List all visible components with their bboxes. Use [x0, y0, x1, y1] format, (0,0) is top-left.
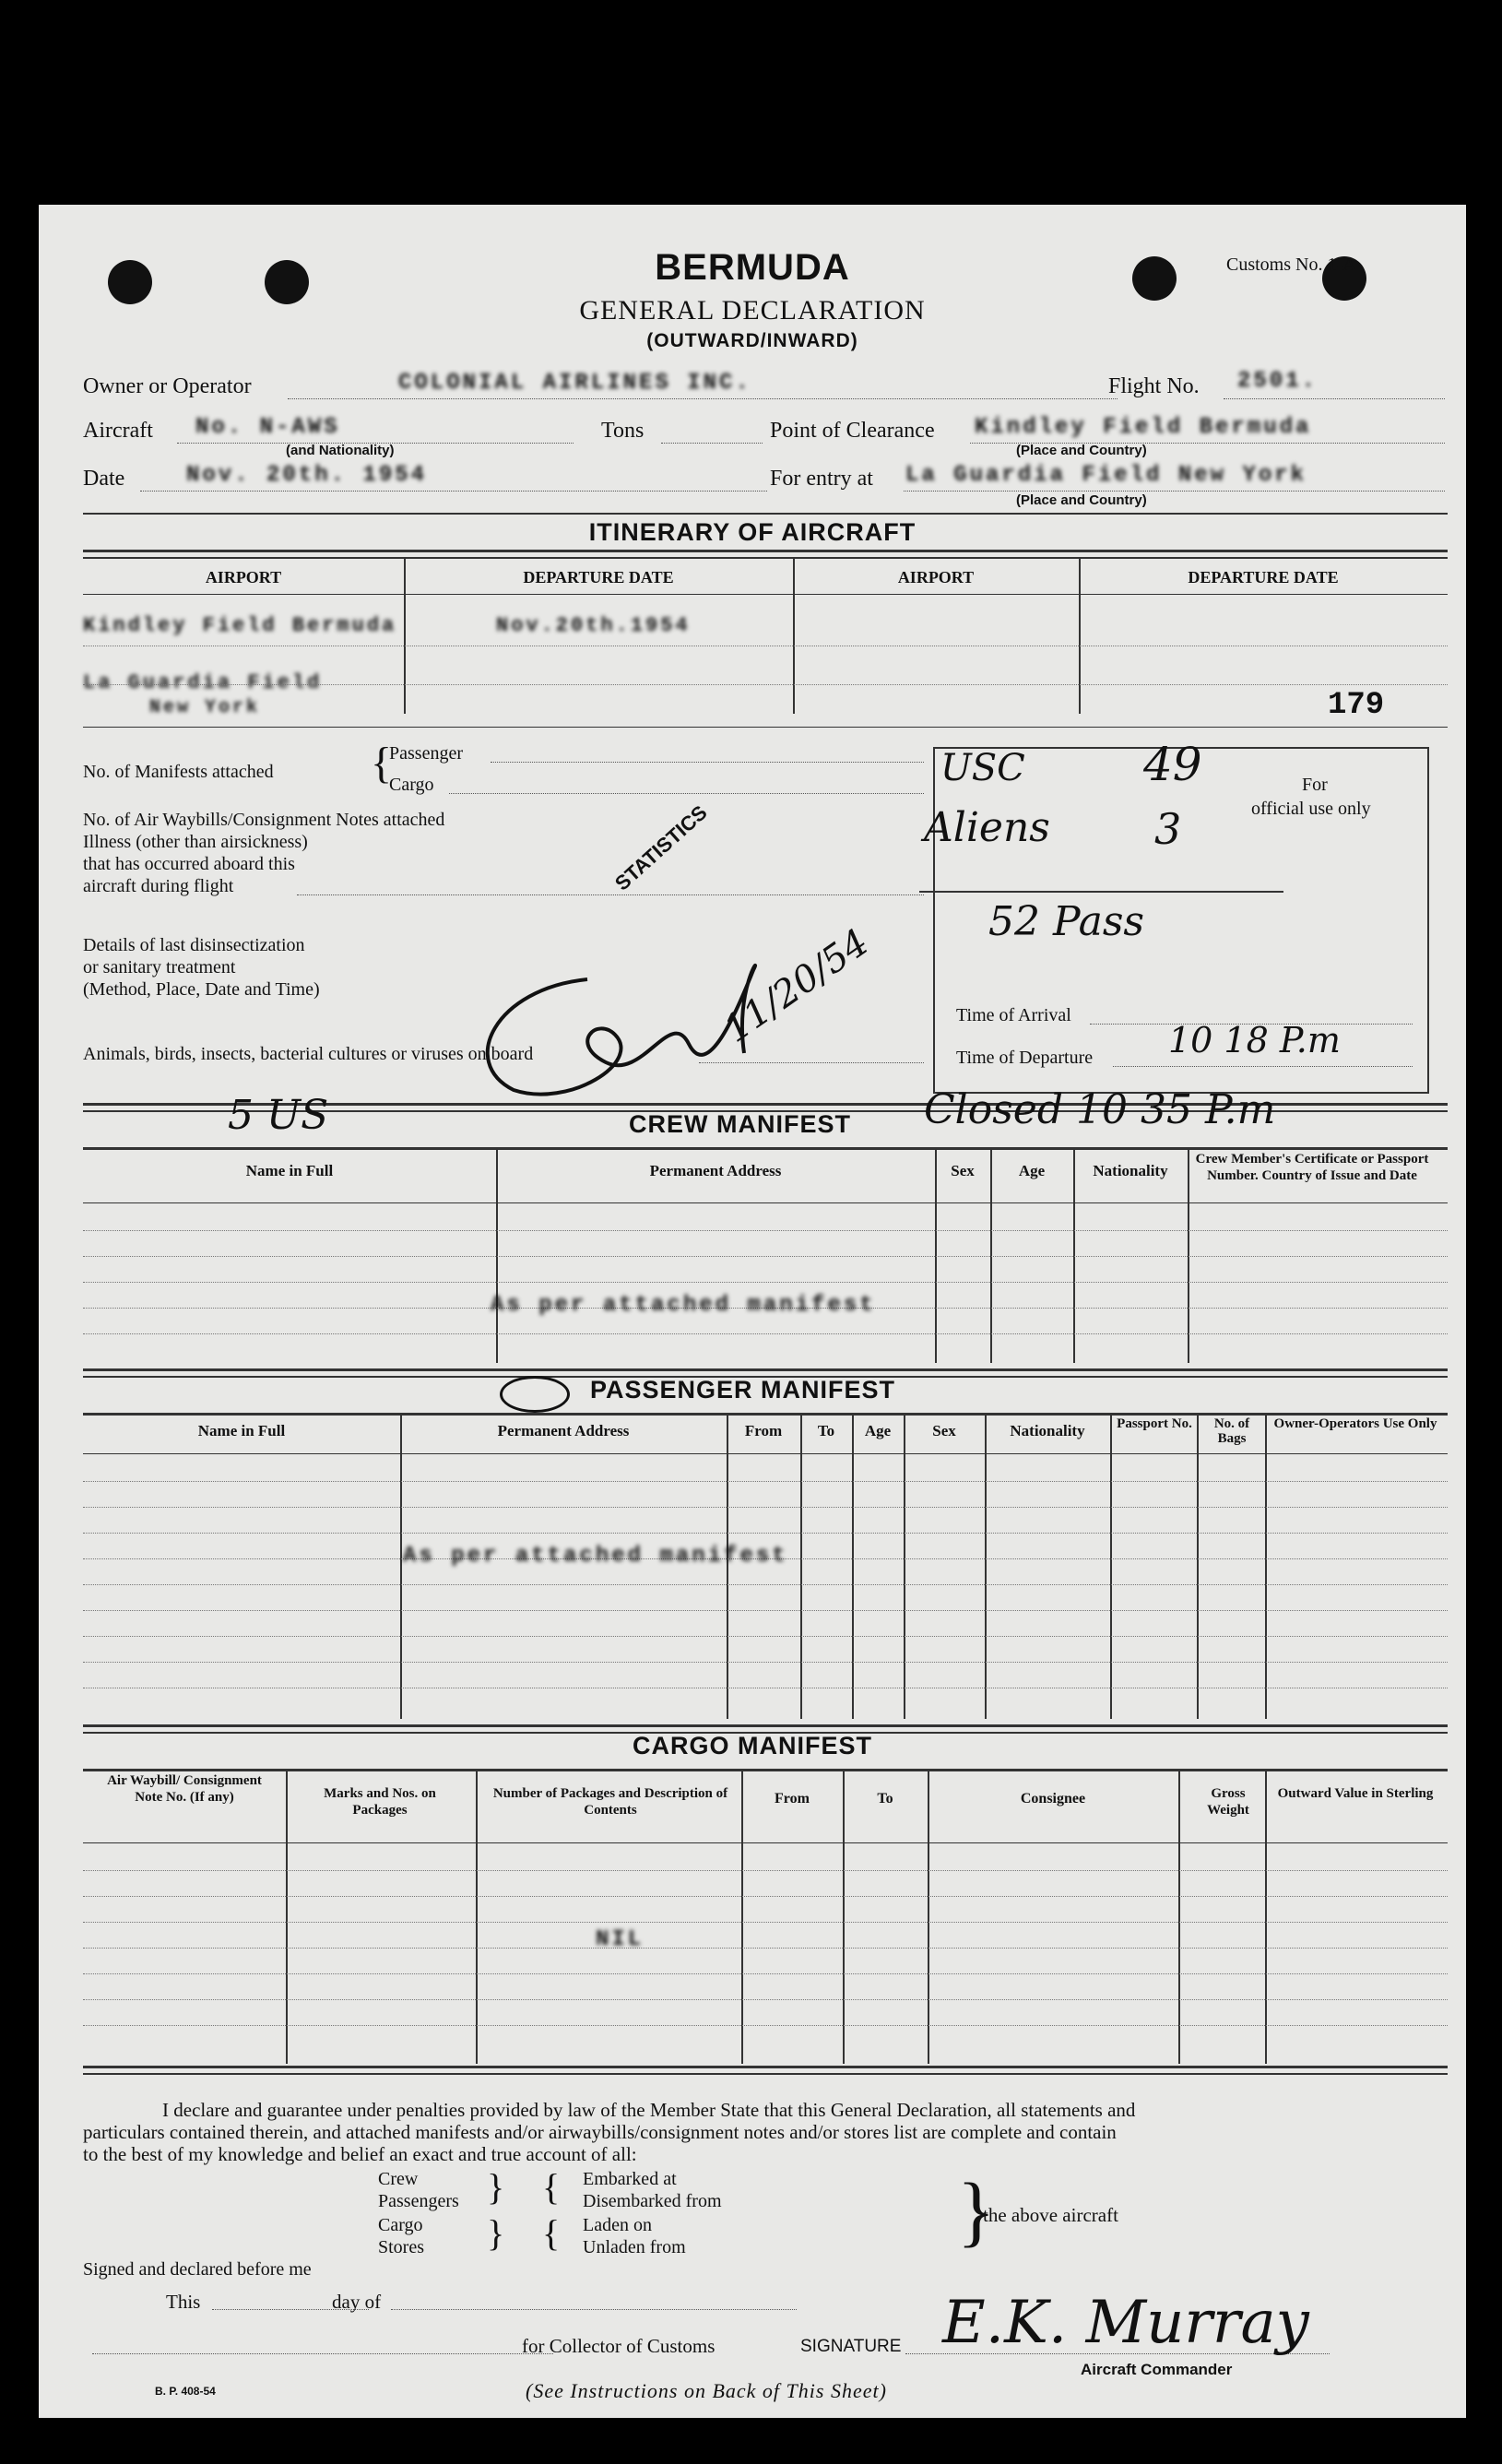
passenger-manifest-title: PASSENGER MANIFEST — [590, 1376, 896, 1404]
entry-label: For entry at — [770, 467, 873, 491]
cargo-col-to: To — [877, 1791, 893, 1807]
official-for-label: For — [1302, 775, 1328, 795]
stamp-number: 179 — [1328, 688, 1385, 723]
passenger-col-bags: No. of Bags — [1213, 1416, 1250, 1446]
form-title: BERMUDA — [655, 247, 850, 288]
disinsect-line-2: or sanitary treatment — [83, 957, 236, 977]
departure-label: Time of Departure — [956, 1048, 1094, 1068]
passenger-col-sex: Sex — [932, 1422, 956, 1439]
signed-declared: Signed and declared before me — [83, 2259, 312, 2280]
decl-disembarked: Disembarked from — [583, 2191, 722, 2211]
instructions-note: (See Instructions on Back of This Sheet) — [526, 2379, 887, 2402]
aliens-label: Aliens — [924, 804, 1050, 851]
cargo-col-from: From — [775, 1791, 810, 1807]
passenger-col-name: Name in Full — [197, 1422, 286, 1439]
signature-label: SIGNATURE — [800, 2337, 902, 2356]
manifests-passenger-label: Passenger — [389, 743, 463, 764]
crew-col-nationality: Nationality — [1093, 1162, 1168, 1179]
crew-col-certificate: Crew Member's Certificate or Passport Number. Country of Issue and Date — [1195, 1152, 1429, 1183]
date-label: Date — [83, 467, 125, 491]
decl-stores: Stores — [378, 2237, 424, 2257]
itinerary-col-date-1: DEPARTURE DATE — [523, 568, 674, 586]
itinerary-row1-airport: Kindley Field Bermuda — [83, 614, 397, 637]
decl-above-aircraft: the above aircraft — [983, 2204, 1118, 2226]
itinerary-row2-airport-city: New York — [149, 697, 261, 718]
crew-col-age: Age — [1018, 1162, 1046, 1179]
owner-value: COLONIAL AIRLINES INC. — [398, 371, 751, 396]
clearance-place-note: (Place and Country) — [1016, 443, 1147, 458]
decl-crew: Crew — [378, 2169, 419, 2189]
commander-signature: E.K. Murray — [942, 2289, 1309, 2357]
passenger-col-age: Age — [864, 1422, 892, 1439]
itinerary-row2-airport: La Guardia Field — [83, 671, 323, 694]
aircraft-value: No. N-AWS — [195, 415, 340, 440]
usc-count: 49 — [1143, 738, 1202, 791]
decl-unladen: Unladen from — [583, 2237, 686, 2257]
crew-note: As per attached manifest — [491, 1293, 876, 1318]
passenger-col-to: To — [817, 1422, 835, 1439]
flight-value: 2501. — [1237, 369, 1319, 394]
crew-col-name: Name in Full — [245, 1162, 334, 1179]
cargo-col-marks: Marks and Nos. on Packages — [324, 1786, 436, 1818]
form-subtitle-direction: (OUTWARD/INWARD) — [646, 330, 858, 351]
closed-time-hand: Closed 10 35 P.m — [924, 1086, 1276, 1133]
disinsect-line-1: Details of last disinsectization — [83, 935, 305, 955]
passenger-col-passport: Passport No. — [1117, 1416, 1192, 1431]
declaration-line-1: I declare and guarantee under penalties provided by law of the Member State that this General Declaration, all statements and — [162, 2099, 1136, 2121]
disinsect-line-3: (Method, Place, Date and Time) — [83, 979, 320, 1000]
aircraft-commander-label: Aircraft Commander — [1081, 2361, 1233, 2378]
aircraft-nationality-note: (and Nationality) — [286, 443, 395, 458]
day-of-label: day of — [332, 2291, 382, 2313]
statistics-stamp: STATISTICS — [610, 800, 712, 895]
cargo-col-value: Outward Value in Sterling — [1277, 1786, 1434, 1801]
departure-time: 10 18 P.m — [1168, 1020, 1341, 1060]
waybills-label: No. of Air Waybills/Consignment Notes attached — [83, 810, 445, 830]
flight-label: Flight No. — [1108, 374, 1200, 398]
clearance-label: Point of Clearance — [770, 419, 935, 443]
aircraft-label: Aircraft — [83, 419, 153, 443]
collector-label: for Collector of Customs — [522, 2335, 716, 2357]
initials-scribble — [458, 933, 975, 1108]
itinerary-col-date-2: DEPARTURE DATE — [1188, 568, 1339, 586]
decl-cargo: Cargo — [378, 2215, 423, 2235]
decl-embarked: Embarked at — [583, 2169, 677, 2189]
passenger-col-from: From — [744, 1422, 783, 1439]
tons-label: Tons — [601, 419, 645, 443]
handwritten-date: 11/20/54 — [716, 920, 877, 1051]
decl-laden: Laden on — [583, 2215, 652, 2235]
owner-label: Owner or Operator — [83, 374, 252, 398]
passenger-count-circle — [500, 1376, 570, 1413]
this-label: This — [166, 2291, 201, 2313]
clearance-value: Kindley Field Bermuda — [975, 415, 1312, 440]
aliens-count: 3 — [1154, 804, 1182, 854]
crew-manifest-title: CREW MANIFEST — [629, 1110, 851, 1138]
form-number: Customs No. 1-A — [1226, 255, 1356, 275]
itinerary-title: ITINERARY OF AIRCRAFT — [588, 518, 917, 546]
illness-line-2: that has occurred aboard this — [83, 854, 295, 874]
cargo-col-weight: Gross Weight — [1207, 1786, 1249, 1818]
crew-col-sex: Sex — [951, 1162, 975, 1179]
entry-value: La Guardia Field New York — [905, 463, 1307, 488]
cargo-col-consignee: Consignee — [1020, 1791, 1086, 1807]
entry-place-note: (Place and Country) — [1016, 492, 1147, 508]
passenger-col-owner-use: Owner-Operators Use Only — [1273, 1416, 1437, 1431]
cargo-col-waybill: Air Waybill/ Consignment Note No. (If any) — [107, 1773, 262, 1805]
itinerary-col-airport-1: AIRPORT — [205, 568, 282, 586]
date-value: Nov. 20th. 1954 — [186, 463, 428, 488]
declaration-line-2: particulars contained therein, and attached manifests and/or airwaybills/consignment notes and/or stores list are complete and contain — [83, 2121, 1117, 2143]
form-code: B. P. 408-54 — [155, 2385, 216, 2398]
crew-count-hand: 5 US — [228, 1092, 329, 1139]
declaration-form: BERMUDA GENERAL DECLARATION (OUTWARD/INWARD) Customs No. 1-A Owner or Operator COLONIAL AIRLINES INC. Flight No. 2501. Aircraft No. N-AWS (and Nationality) Tons Point of Clearance Kindley Field Bermuda (Place and Country) Date Nov. 20th. 1954 For entry at La Guardia Field New York (Place and Country) ITINERARY OF AIRCRAFT AIRPORT DEPARTURE DATE AIRPORT DEPARTURE DATE Kindley Field Bermuda Nov.20th.1954 La Guardia Field New York 179 No. of Manifests attached { Passenger Cargo No. of Air Waybills/Consignment Notes attached Illness (other than airsickness) that has occurred aboard this aircraft during flight Details of last disinsectization or sanitary treatment (Method, Place, Date and Time) Animals, birds, insects, bacterial cultures or viruses on board STATISTICS 11/20/54 USC 49 Aliens 3 For official use only 52 Pass Time of Arrival Time of Departure 10 18 P.m 5 US CREW MANIFEST Closed 10 35 P.m Name in Full Permanent Address Sex Age Nationality Crew Member's Certificate or Passport Number. Country of Issue and Date As per attached manifest PASSENGER MANIFEST Name in Full Permanent Address From To Age Sex Nationality Passport No. No. of Bags Owner-Operators Use Only As per attached manifest CARGO MANIFEST Air Waybill/ Consignment Note No. (If any) Marks and Nos. on Packages Number of Packages and Description of Contents From To Consignee Gross Weight Outward Value in Sterling NIL I declare and guarantee under penalties provided by law of the Member State that this General Declaration, all statements and particulars contained therein, and attached manifests and/or airwaybills/consignment notes and/or stores list are complete and contain to the best of my knowledge and belief an exact and true account of all: Crew Passengers Cargo Stores } } { { Embarked at Disembarked from Laden on Unladen from } the above aircraft Signed and declared before me This day of for Collector of Customs SIGNATURE E.K. Murray Aircraft Commander B. P. 408-54 (See Instructions on Back of This Sheet) — [39, 205, 1466, 2418]
usc-label: USC — [940, 747, 1025, 789]
cargo-col-packages: Number of Packages and Description of Contents — [492, 1786, 728, 1818]
cargo-manifest-title: CARGO MANIFEST — [633, 1732, 872, 1759]
form-subtitle: GENERAL DECLARATION — [579, 295, 926, 326]
manifests-label: No. of Manifests attached — [83, 762, 274, 782]
passenger-col-address: Permanent Address — [497, 1422, 630, 1439]
passenger-col-nationality: Nationality — [1010, 1422, 1085, 1439]
passenger-note: As per attached manifest — [403, 1544, 788, 1569]
itinerary-row1-date: Nov.20th.1954 — [496, 614, 691, 637]
illness-line-3: aircraft during flight — [83, 876, 234, 896]
arrival-label: Time of Arrival — [956, 1005, 1071, 1025]
animals-label: Animals, birds, insects, bacterial cultures or viruses on board — [83, 1044, 534, 1064]
official-use-label: official use only — [1251, 799, 1371, 819]
cargo-note: NIL — [596, 1927, 645, 1952]
decl-passengers: Passengers — [378, 2191, 459, 2211]
manifests-cargo-label: Cargo — [389, 775, 434, 795]
itinerary-col-airport-2: AIRPORT — [897, 568, 975, 586]
declaration-line-3: to the best of my knowledge and belief an exact and true account of all: — [83, 2143, 637, 2165]
crew-col-address: Permanent Address — [649, 1162, 782, 1179]
total-passengers: 52 Pass — [988, 898, 1144, 945]
illness-line-1: Illness (other than airsickness) — [83, 832, 308, 852]
